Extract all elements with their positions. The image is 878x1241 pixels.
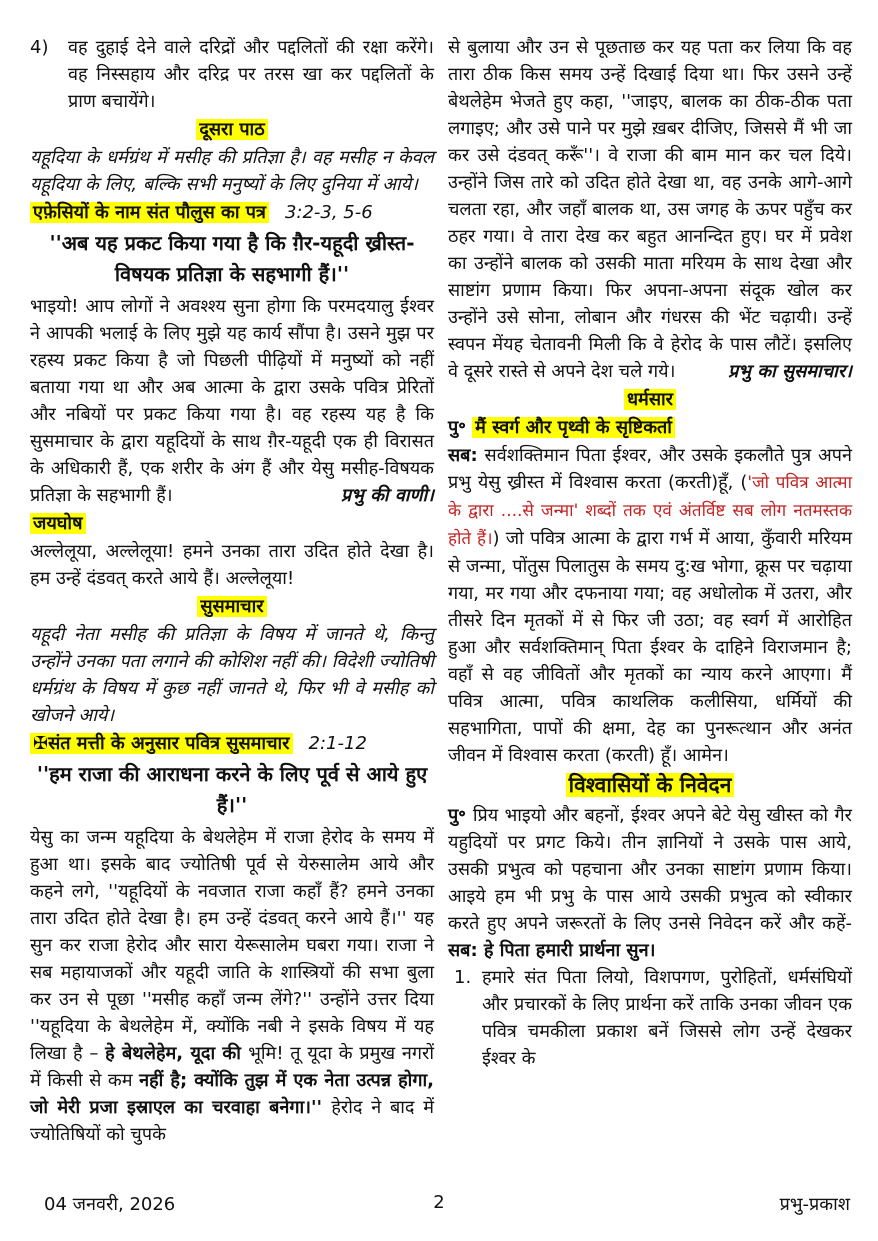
- page-footer: [0, 1192, 878, 1219]
- gospel-quote: ''हम राजा की आराधना करने के लिए पूर्व से आये हुए हैं।'': [36, 762, 428, 817]
- gospel-title: [30, 733, 293, 754]
- gospel-bold-2: नहीं है; क्योंकि तुझ में एक नेता उत्पन्न होगा, जो मेरी प्रजा इस्राएल का चरवाहा बनेगा।'': [30, 1070, 434, 1118]
- epistle-heading-row: [30, 199, 434, 226]
- item-text: वह दुहाई देने वाले दरिद्रों और पद्दलितों की रक्षा करेंगे। वह निस्सहाय और दरिद्र पर तरस खा कर पद्दलितों के प्राण बचायेंगे।: [68, 37, 434, 112]
- creed-rubric: 'जो पवित्र आत्मा के द्वारा ....से जन्मा' शब्दों तक एवं अंतर्विष्ट सब लोग नतमस्तक होते हैं।: [448, 473, 852, 549]
- epistle-heading: एफ़ेसियों के नाम संत पौलुस का पत्र: [30, 202, 269, 223]
- epistle-body: [30, 293, 434, 509]
- acclamation-heading: जयघोष: [30, 513, 86, 534]
- gospel-intro: यहूदी नेता मसीह की प्रतिज्ञा के विषय में जानते थे, किन्तु उन्होंने उनका पता लगाने की कोशिश नहीं की। विदेशी ज्योतिषी धर्मग्रंथ के विषय में कुछ नहीं जानते थे, फिर भी वे मसीह को खोजने आये।: [30, 624, 434, 726]
- gospel-continuation-text: से बुलाया और उन से पूछताछ कर यह पता कर लिया कि वह तारा ठीक किस समय उन्हें दिखाई दिया था। फिर उसने उन्हें बेथलेहेम भेजते हुए कहा, ''जाइए, बालक का ठीक-ठीक पता लगाइए; और उसे पाने पर मुझे ख़बर दीजिए, जिससे मैं भी जा कर उसे दंडवत् करूँ''। वे राजा की बाम मान कर चल दिये। उन्होंने जिस तारे को उदित होते देखा था, वह उनके आगे-आगे चलता रहा, और जहाँ बालक था, उस जगह के ऊपर पहुँच कर ठहर गया। वे तारा देख कर बहुत आनन्दित हुए। घर में प्रवेश का उन्होंने बालक को उसकी माता मरियम के साथ देखा और साष्टांग प्रणाम किया। फिर अपना-अपना संदूक खोल कर उन्होंने उसे सोना, लोबान और गंधरस की भेंट चढ़ायी। उन्हें स्वपन मेंयह चेतावनी मिली कि वे हेरोद के पास लौटें। इसलिए वे दूसरे रास्ते से अपने देश चले गये।: [448, 37, 852, 382]
- gospel-title-text: संत मत्ती के अनुसार पवित्र सुसमाचार: [48, 733, 290, 754]
- gospel-continuation: [448, 34, 852, 385]
- gospel-body-3: हेरोद ने बाद में ज्योतिषियों को चुपके: [30, 1097, 434, 1145]
- gospel-title-row: [30, 730, 434, 757]
- second-reading-heading-row: [30, 116, 434, 143]
- acclamation-text: अल्लेलूया, अल्लेलूया! हमने उनका तारा उदित होते देखा है। हम उन्हें दंडवत् करते आये हैं। अल्लेलूया!: [30, 541, 434, 589]
- epistle-body-text: भाइयो! आप लोगों ने अवश्श्य सुना होगा कि परमदयालु ईश्वर ने आपकी भलाई के लिए मुझे यह कार्य सौंपा है। उसने मुझ पर रहस्य प्रकट किया है जो पिछली पीढ़ियों में मनुष्यों को नहीं बताया गया था और अब आत्मा के द्वारा उसके पवित्र प्रेरितों और नबियों पर प्रकट किया गया है। वह रहस्य यह है कि सुसमाचार के द्वारा यहूदियों के साथ ग़ैर-यहूदी एक ही विरासत के अधिकारी हैं, एक शरीर के अंग हैं और येसु मसीह-विषयक प्रतिज्ञा के सहभागी हैं।: [30, 296, 434, 506]
- gospel-body-1: येसु का जन्म यहूदिया के बेथलेहेम में राजा हेरोद के समय में हुआ था। इसके बाद ज्योतिषी पूर्व से येरुसालेम आये और कहने लगे, ''यहूदियों के नवजात राजा कहाँ हैं? हमने उनका तारा उदित होते देखा है। हम उन्हें दंडवत् करने आये हैं।'' यह सुन कर राजा हेरोद और सारा येरूसालेम घबरा गया। राजा ने सब महायाजकों और यहूदी जाति के शास्त्रियों की सभा बुला कर उन से पूछा ''मसीह कहाँ जन्म लेंगे?'' उन्होंने उत्तर दिया ''यहूदिया के बेथलेहेम में, क्योंकि नबी ने इसके विषय में यह लिखा है –: [30, 827, 434, 1064]
- acclamation-heading-row: [30, 510, 434, 537]
- creed-leader-text: मैं स्वर्ग और पृथ्वी के सृष्टिकर्ता: [472, 417, 675, 438]
- intercessions-response: सब: हे पिता हमारी प्रार्थना सुन।: [448, 940, 656, 961]
- reading-item-4: [30, 34, 434, 115]
- intercessions-intro-text: प्रिय भाइयो और बहनों, ईश्वर अपने बेटे येसु खीस्त को गैर यहुदियों पर प्रगट किये। तीन ज्ञानियों ने उसके पास आये, उसकी प्रभुत्व को पहचाना और उनका साष्टांग प्रणाम किया। आइये हम भी प्रभु के पास आये उसकी प्रभुत्व को स्वीकार करते हुए अपने जरूरतों के लिए उनसे निवेदन करें और कहें-: [448, 805, 852, 934]
- petition-item-1: [448, 964, 852, 1072]
- second-reading-intro: यहूदिया के धर्मग्रंथ में मसीह की प्रतिज्ञा है। वह मसीह न केवल यहूदिया के लिए, बल्कि सभी मनुष्यों के लिए दुनिया में आये।: [30, 147, 434, 195]
- gospel-bold-1: हे बेथलेहेम, यूदा की: [105, 1043, 249, 1064]
- priest-prefix: पु॰: [448, 417, 473, 438]
- gospel-closing: प्रभु का सुसमाचार।: [728, 361, 852, 382]
- petition-text: हमारे संत पिता लियो, विशपगण, पुरोहितों, धर्मसंघियों और प्रचारकों के लिए प्रार्थना करें ताकि उनका जीवन एक पवित्र चमकीला प्रकाश बनें जिससे लोग उन्हें देखकर ईश्वर के: [482, 967, 852, 1069]
- gospel-heading-row: [30, 593, 434, 620]
- creed-heading-row: [448, 386, 852, 413]
- epistle-reference: 3:2-3, 5-6: [284, 202, 373, 223]
- intercessions-intro: [448, 802, 852, 964]
- intercessions-heading-row: [448, 770, 852, 801]
- footer-publication-title: प्रभु-प्रकाश: [779, 1194, 850, 1215]
- footer-date: 04 जनवरी, 2026: [44, 1194, 176, 1215]
- gospel-heading: सुसमाचार: [197, 596, 266, 617]
- creed-body-1: सर्वशक्तिमान पिता ईश्वर, और उसके इकलौते पुत्र अपने प्रभु येसु ख्रीस्त में विश्वास करता (करती)हूँ, (: [448, 445, 852, 493]
- intercessions-heading: विश्वासियों के निवेदन: [566, 773, 735, 797]
- all-prefix: सब:: [448, 445, 478, 466]
- creed-body: [448, 442, 852, 769]
- priest-prefix-2: पु॰: [448, 805, 473, 826]
- left-column: [30, 34, 434, 1148]
- gospel-body: [30, 824, 434, 1148]
- footer-page-number: 2: [433, 1192, 445, 1213]
- epistle-quote: ''अब यह प्रकट किया गया है कि ग़ैर-यहूदी ख्रीस्त-विषयक प्रतिज्ञा के सहभागी हैं।'': [49, 231, 415, 286]
- item-number: 4): [30, 37, 49, 58]
- creed-heading: धर्मसार: [624, 389, 676, 410]
- creed-body-2: ) जो पवित्र आत्मा के द्वारा गर्भ में आया, कुँवारी मरियम से जन्मा, पोंतुस पिलातुस के समय दु:ख भोगा, क्रूस पर चढ़ाया गया, मर गया और दफनाया गया; वह अधोलोक में उतरा, और तीसरे दिन मृतकों में से फिर जी उठा; वह स्वर्ग में आरोहित हुआ और सर्वशक्तिमान् पिता ईश्वर के दाहिने विराजमान है; वहाँ से वह जीवितों और मृतकों का न्याय करने आएगा। मैं पवित्र आत्मा, पवित्र काथलिक कलीसिया, धर्मियों की सहभागिता, पापों की क्षमा, देह का पुनरूत्थान और अनंत जीवन में विश्वास करता (करती) हूँ। आमेन।: [448, 528, 852, 766]
- right-column: [448, 34, 852, 1148]
- creed-leader-line: [448, 414, 852, 441]
- word-of-lord-closing: प्रभु की वाणी।: [340, 485, 434, 506]
- gospel-body-2: भूमि! तू यूदा के प्रमुख नगरों में किसी से कम: [30, 1043, 434, 1091]
- two-column-layout: [30, 34, 852, 1148]
- gospel-reference: 2:1-12: [308, 733, 367, 754]
- second-reading-heading: दूसरा पाठ: [196, 119, 267, 140]
- cross-icon: ✠: [33, 733, 49, 754]
- petition-number: 1.: [454, 967, 472, 988]
